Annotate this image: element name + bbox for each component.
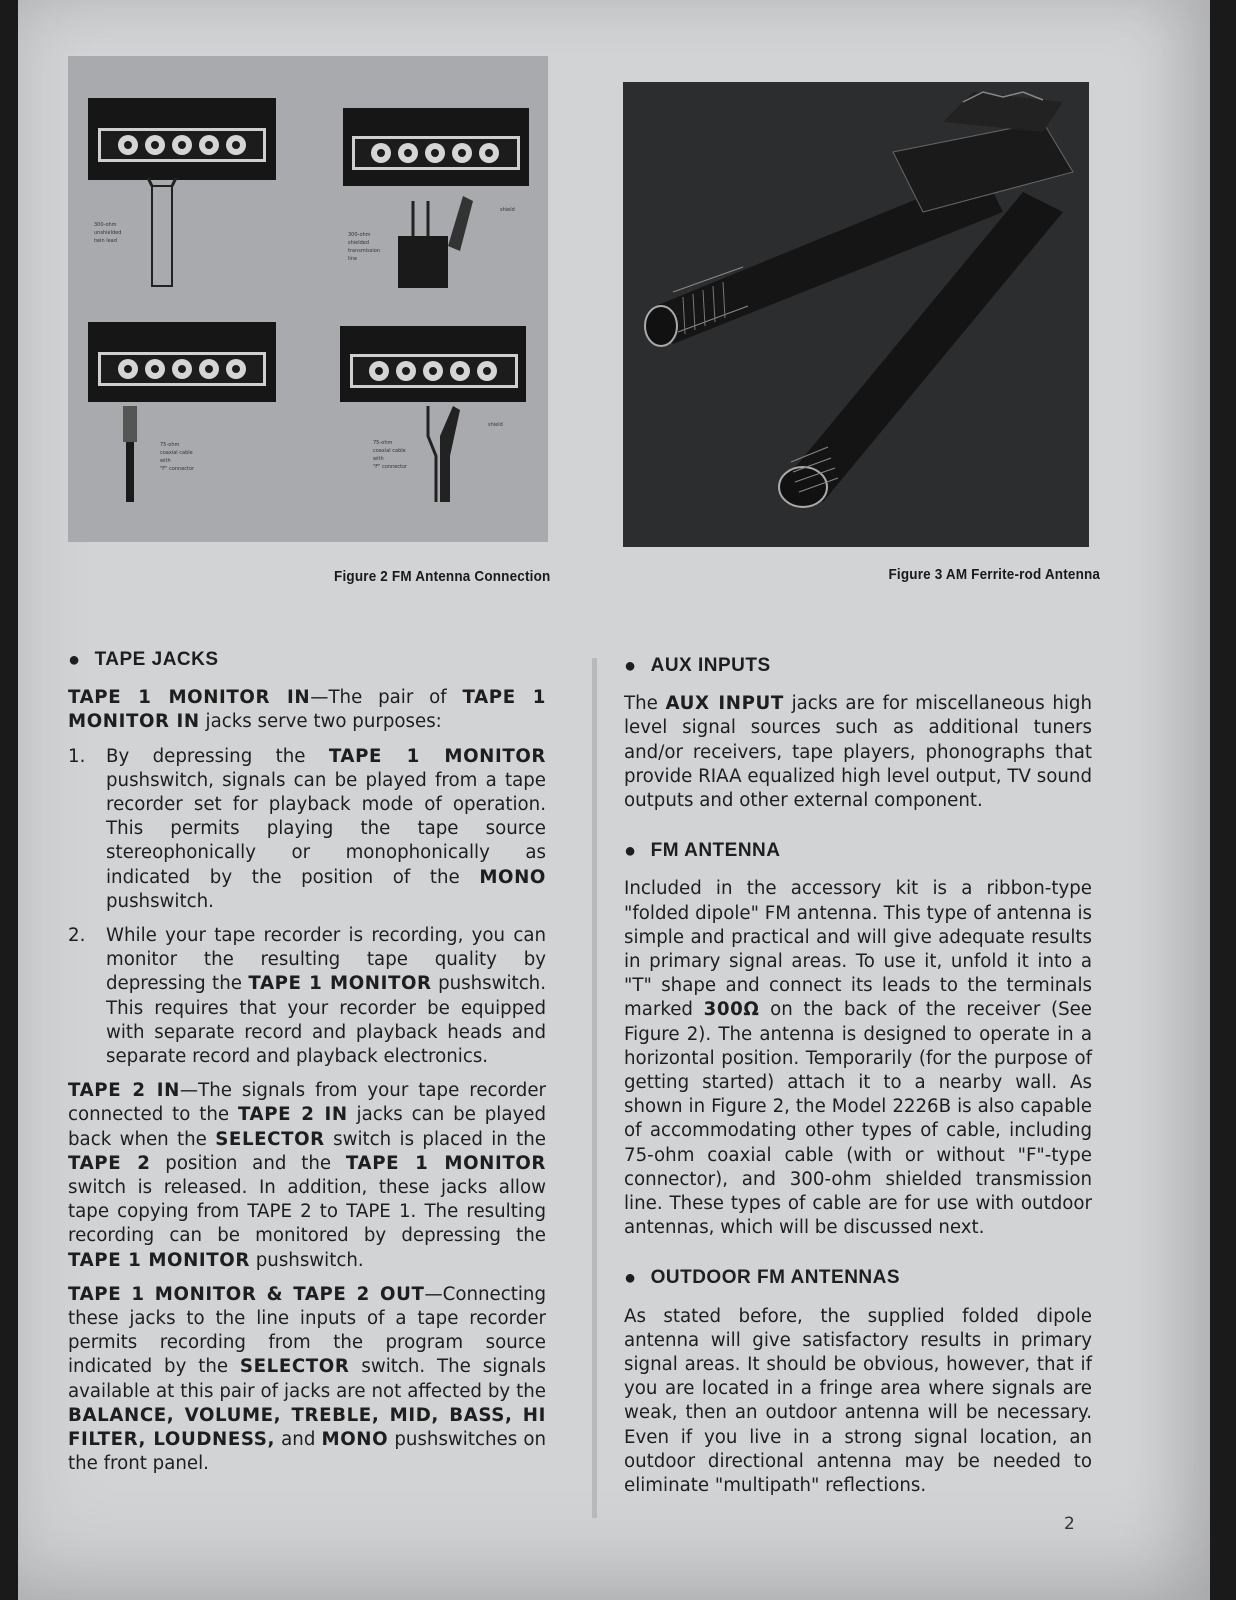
fm-antenna-connection-illustration <box>68 56 548 542</box>
svg-text:with: with <box>373 456 384 462</box>
bullet-icon: ● <box>624 840 637 863</box>
section-tape-jacks <box>68 648 546 1477</box>
svg-text:300-ohm: 300-ohm <box>94 222 117 228</box>
svg-text:coaxial cable: coaxial cable <box>373 448 406 454</box>
list-item: 1. By depressing the TAPE 1 MONITOR pushswitch, signals can be played from a tape recorder set for playback mode of operation. This permits playing the tape source stereophonically or monophonically as indicated by the position of the MONO pushswitch. <box>68 745 546 912</box>
svg-text:"F" connector: "F" connector <box>160 466 195 472</box>
outdoor-fm-antennas-paragraph: As stated before, the supplied folded dipole antenna will give satisfactory results in primary signal areas. It should be obvious, however, that if you are located in a fringe area where signals are weak, then an outdoor antenna will be necessary. Even if you live in a strong signal location, an outdoor directional antenna may be needed to eliminate "multipath" reflections. <box>624 1305 1092 1497</box>
manual-page <box>18 0 1210 1600</box>
svg-text:line: line <box>348 256 358 262</box>
svg-text:coaxial cable: coaxial cable <box>160 450 193 456</box>
section-aux-inputs <box>624 654 1092 813</box>
outdoor-fm-antennas-heading: OUTDOOR FM ANTENNAS <box>650 1267 901 1289</box>
figure-2-caption: Figure 2 FM Antenna Connection <box>333 568 550 585</box>
tape-jacks-heading: TAPE JACKS <box>94 649 219 670</box>
ferrite-rod-antenna-illustration <box>623 82 1089 547</box>
section-fm-antenna <box>624 839 1092 1240</box>
svg-text:twin lead: twin lead <box>94 238 117 244</box>
section-outdoor-fm-antennas <box>624 1266 1092 1498</box>
tape-outputs-paragraph: TAPE 1 MONITOR & TAPE 2 OUT—Connecting these jacks to the line inputs of a tape recorder permits recording from the program source indicated by the SELECTOR switch. The signals available at this pair of jacks are not affected by the BALANCE, VOLUME, TREBLE, MID, BASS, HI FILTER, LOUDNESS, and MONO pushswitches on the front panel. <box>68 1283 546 1475</box>
bullet-icon: ● <box>624 1267 637 1290</box>
section-heading <box>624 839 1092 863</box>
page-number: 2 <box>1064 1514 1075 1534</box>
svg-text:transmission: transmission <box>348 248 380 254</box>
fm-antenna-heading: FM ANTENNA <box>650 840 781 862</box>
panel-coax-with-f-connector <box>88 322 276 502</box>
svg-text:unshielded: unshielded <box>94 230 122 236</box>
aux-inputs-heading: AUX INPUTS <box>650 655 771 676</box>
figure-3-ferrite-rod-antenna <box>623 82 1089 547</box>
right-column <box>624 654 1092 1524</box>
list-item: 2. While your tape recorder is recording, you can monitor the resulting tape quality by depressing the TAPE 1 MONITOR pushswitch. This requires that your recorder be equipped with separate record and playback heads and separate record and playback electronics. <box>68 925 546 1068</box>
tape-monitor-purposes-list <box>68 745 546 1070</box>
panel-unshielded-twin-lead <box>88 98 276 286</box>
section-heading <box>624 654 1092 678</box>
svg-text:75-ohm: 75-ohm <box>373 440 393 446</box>
svg-text:with: with <box>160 458 171 464</box>
tape-2-in-paragraph: TAPE 2 IN—The signals from your tape recorder connected to the TAPE 2 IN jacks can be played back when the SELECTOR switch is placed in the TAPE 2 position and the TAPE 1 MONITOR switch is released. In addition, these jacks allow tape copying from TAPE 2 to TAPE 1. The resulting recording can be monitored by depressing the TAPE 1 MONITOR pushswitch. <box>68 1080 547 1271</box>
aux-inputs-paragraph: The AUX INPUT jacks are for miscellaneous high level signal sources such as additional tuners and/or receivers, tape players, phonographs that provide RIAA equalized high level output, TV sound outputs and other external component. <box>624 693 1092 812</box>
left-column <box>68 648 546 1503</box>
bullet-icon: ● <box>624 655 637 677</box>
svg-text:shield: shield <box>488 422 503 428</box>
svg-text:shield: shield <box>500 207 515 213</box>
svg-text:75-ohm: 75-ohm <box>160 442 180 448</box>
column-divider <box>592 658 597 1518</box>
panel-coax-without-connector <box>340 326 526 502</box>
fm-antenna-paragraph: Included in the accessory kit is a ribbon-type "folded dipole" FM antenna. This type of antenna is simple and practical and will give adequate results in primary signal areas. To use it, unfold it into a "T" shape and connect its leads to the terminals marked 300Ω on the back of the receiver (See Figure 2). The antenna is designed to operate in a horizontal position. Temporarily (for the purpose of getting started) attach it to a nearby wall. As shown in Figure 2, the Model 2226B is also capable of accommodating other types of cable, including 75-ohm coaxial cable (with or without "F"-type connector), and 300-ohm shielded transmission line. These types of cable are for use with outdoor antennas, which will be discussed next. <box>624 878 1092 1239</box>
figure-2-fm-antenna-connection <box>68 56 548 542</box>
panel-shielded-transmission-line <box>343 108 529 288</box>
section-heading <box>68 648 546 672</box>
figure-3-caption: Figure 3 AM Ferrite-rod Antenna <box>888 566 1100 583</box>
svg-text:"F" connector: "F" connector <box>373 464 408 470</box>
section-heading <box>624 1266 1092 1290</box>
bullet-icon: ● <box>68 649 81 671</box>
svg-text:shielded: shielded <box>348 240 370 246</box>
svg-text:300-ohm: 300-ohm <box>348 232 371 238</box>
tape-1-monitor-in-paragraph: TAPE 1 MONITOR IN—The pair of TAPE 1 MONITOR IN jacks serve two purposes: <box>68 687 546 733</box>
